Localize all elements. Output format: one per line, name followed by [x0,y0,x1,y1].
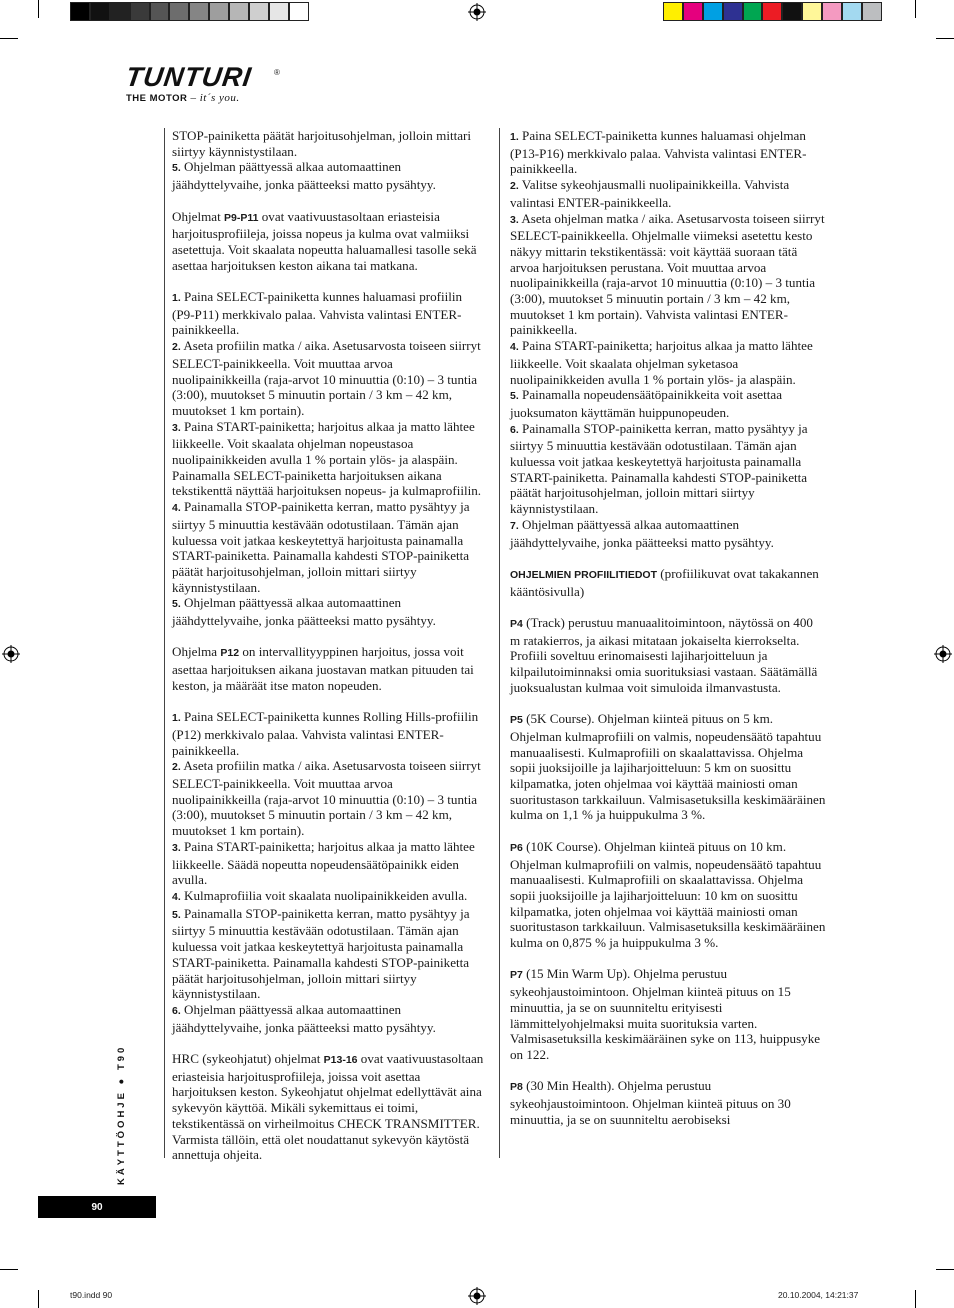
slug-filename: t90.indd 90 [70,1290,113,1300]
step-text: Paina SELECT-painiketta kunnes Rolling Hills-profiilin (P12) merkkivalo palaa. Vahvista valintasi ENTER-painikkeella. [172,709,479,758]
list-item [172,159,484,192]
program-code: P9-P11 [224,211,259,224]
text: on intervallityyppinen harjoitus, jossa voit asettaa harjoituksen aikana juostavan matkan pituuden tai keston, ja määräät itse maton nopeuden. [172,644,474,693]
program-code: P4 [510,618,523,631]
color-swatch [289,2,309,21]
color-swatch [683,2,703,21]
text-column-right [510,128,826,1128]
step-text: Ohjelman päättyessä alkaa automaattinen jäähdyttelyvaihe, jonka päätteeksi matto pysähtyy. [172,1001,436,1035]
color-swatch [90,2,110,21]
step-text: Ohjelman päättyessä alkaa automaattinen jäähdyttelyvaihe, jonka päätteeksi matto pysähtyy. [172,595,436,629]
program-code: P13-16 [323,1054,358,1066]
step-text: Painamalla STOP-painiketta kerran, matto pysähtyy ja siirtyy 5 minuuttia kestävään odotustilaan. Tämän ajan kuluessa voit jatkaa keskeytettyä harjoitusta painamalla START-painiketta. Painamalla kahdesti STOP-painiketta päätät harjoitusohjelman, jolloin mittari siirtyy käynnistystilaan. [172,499,470,595]
list-item [172,289,484,338]
page-number-box [38,1196,156,1218]
crop-mark [915,1290,916,1308]
tagline-bold: THE MOTOR [126,93,188,104]
grayscale-color-bar [70,2,309,21]
registration-mark-icon [468,1287,486,1305]
step-number: 6. [172,1004,181,1017]
step-number: 1. [172,292,181,304]
step-number: 2. [172,761,181,774]
program-code: P5 [510,714,523,727]
heading-note: (profiilikuvat ovat takakannen kääntösivulla) [510,565,819,599]
step-text: Painamalla nopeudensäätöpainikkeita voit asettaa juoksumaton käyttämän huippunopeuden. [510,387,783,420]
program-description [510,711,826,823]
step-text: Paina SELECT-painiketta kunnes haluamasi ohjelman (P13-P16) merkkivalo palaa. Vahvista valintasi ENTER-painikkeella. [510,128,807,177]
step-text: Aseta profiilin matka / aika. Asetusarvosta toiseen siirryt SELECT-painikkeella. Voit muuttaa arvoa nuolipainikkeilla (raja-arvot 10 minuuttia (0:10) – 3 tuntia (3:00), muutokset 5 minuutin portain / 3 km – 42 km, muutokset 1 km portain). [172,758,481,839]
crop-mark [915,0,916,18]
crop-mark [38,0,39,18]
color-swatch [822,2,842,21]
column-rule [164,128,165,1158]
text: (15 Min Warm Up). Ohjelma perustuu sykeohjaustoimintoon. Ohjelman kiinteä pituus on 15 minuuttia, ja se on suunniteltu erityisesti lämmittelyohjelmaksi muita suorituksia varten. Valmisasetuksilla keskimääräinen syke on 113, huippusyke on 122. [510,966,821,1062]
crop-mark [936,1269,954,1270]
list-item [172,758,484,839]
step-number: 3. [172,421,181,434]
logo-wordmark: TUNTURI [123,62,254,92]
step-number: 4. [172,502,181,515]
crop-mark [0,38,18,39]
process-color-bar [663,2,882,21]
text: (10K Course). Ohjelman kiinteä pituus on 10 km. Ohjelman kulmaprofiili on valmis, nopeudensäätö tapahtuu manuaalisesti. Kulmaprofiili on skaalattavissa. Ohjelma sopii juoksijoille ja lajiharjoitteluun: 10 km on suosittu kilpamatka, joten ohjelmaa voi käyttää mainiosti oman suoritustason tarkkailuun. Valmisasetuksilla keskimääräinen kulma on 0,875 % ja huippukulma 3 %. [510,838,826,951]
step-text: Painamalla STOP-painiketta kerran, matto pysähtyy ja siirtyy 5 minuuttia kestävään odotustilaan. Tämän ajan kuluessa voit jatkaa keskeytettyä harjoitusta painamalla START-painiketta. Painamalla kahdesti STOP-painiketta päätät harjoitusohjelman, jolloin mittari siirtyy käynnistystilaan. [172,905,470,1002]
color-swatch [703,2,723,21]
step-text: Painamalla STOP-painiketta kerran, matto pysähtyy ja siirtyy 5 minuuttia kestävään odotustilaan. Tämän ajan kuluessa voit jatkaa keskeytettyä harjoitusta painamalla START-painiketta. Painamalla kahdesti STOP-painiketta päätät harjoitusohjelman, jolloin mittari siirtyy käynnistystilaan. [510,420,808,517]
heading-title: OHJELMIEN PROFIILITIEDOT [510,568,658,581]
side-tab-label: KÄYTTÖOHJE ● T90 [116,1044,127,1185]
list-item [172,419,484,500]
step-number: 1. [172,712,181,725]
color-swatch [842,2,862,21]
step-number: 7. [510,519,519,532]
list-item [510,128,826,177]
paragraph [172,1051,484,1163]
page-number: 90 [91,1201,103,1213]
color-swatch [189,2,209,21]
logo-registered-mark: ® [274,68,280,77]
list-item [172,888,484,906]
step-number: 3. [172,841,181,854]
step-number: 5. [172,908,181,921]
tunturi-logo [123,62,280,104]
list-item [510,421,826,517]
step-number: 2. [510,180,519,193]
step-number: 3. [510,213,519,226]
program-description [510,839,826,951]
step-number: 5. [172,598,181,611]
program-code: P7 [510,969,523,982]
step-text: Ohjelman päättyessä alkaa automaattinen jäähdyttelyvaihe, jonka päätteeksi matto pysähtyy. [172,159,436,193]
registration-mark-icon [468,3,486,21]
color-swatch [762,2,782,21]
text: HRC (sykeohjatut) ohjelmat [172,1051,324,1066]
program-description [510,1078,826,1127]
text: ovat vaativuustasoltaan eriasteisia harjoitusprofiileja, joissa voit asettaa harjoituksen keston. Sykeohjatut ohjelmat edellyttävät aina sykevyön käyttöä. Mikäli sykemittaus ei toimi, tekstikentässä on virheilmoitus CHECK TRANSMITTER. Varmista tällöin, että olet noudattanut sykevyön käytöstä annettuja ohjeita. [172,1051,484,1163]
color-swatch [169,2,189,21]
list-item [510,387,826,420]
crop-mark [38,1290,39,1308]
logo-tagline [126,92,251,104]
color-swatch [269,2,289,21]
text: (30 Min Health). Ohjelma perustuu sykeohjaustoimintoon. Ohjelman kiinteä pituus on 30 minuuttia, ja se on suunniteltu aerobiseksi [510,1078,791,1127]
list-item [172,1002,484,1035]
step-number: 6. [510,423,519,436]
paragraph [172,209,484,274]
color-swatch [70,2,90,21]
color-swatch [663,2,683,21]
program-code: P8 [510,1081,523,1094]
step-number: 2. [172,341,181,354]
list-item [510,338,826,387]
text: Ohjelma [172,644,221,660]
step-number: 5. [172,162,181,175]
color-swatch [802,2,822,21]
step-number: 1. [510,131,519,143]
tagline-italic: – it´s you. [190,92,240,104]
list-item [510,211,826,339]
color-swatch [249,2,269,21]
registration-mark-icon [2,645,20,663]
step-text: Valitse sykeohjausmalli nuolipainikkeilla. Vahvista valintasi ENTER-painikkeella. [510,177,790,210]
crop-mark [0,1269,18,1270]
paragraph: STOP-painiketta päätät harjoitusohjelman, jolloin mittari siirtyy käynnistystilaan. [172,128,472,159]
step-number: 4. [172,890,181,903]
text: (5K Course). Ohjelman kiinteä pituus on 5 km. Ohjelman kulmaprofiili on valmis, nopeudensäätö tapahtuu manuaalisesti. Kulmaprofiili on skaalattavissa. Ohjelma sopii juoksijoille ja lajiharjoitteluun: 5 km on suosittu kilpamatka, joten ohjelmaa voi käyttää mainiosti oman suoritustason tarkkailuun. Valmisasetuksilla keskimääräinen kulma on 1,1 % ja huippukulma 3 %. [510,711,826,823]
step-text: Paina SELECT-painiketta kunnes haluamasi profiilin (P9-P11) merkkivalo palaa. Vahvista valintasi ENTER-painikkeella. [172,289,463,338]
list-item [172,906,484,1002]
list-item [172,338,484,419]
slug-timestamp: 20.10.2004, 14:21:37 [778,1290,859,1300]
registration-mark-icon [934,645,952,663]
list-item [510,517,826,550]
color-swatch [743,2,763,21]
text: (Track) perustuu manuaalitoimintoon, näytössä on 400 m ratakierros, ja aikasi mitataan jokaiselta kierrokselta. Profiili soveltuu erinomaisesti lajiharjoitteluun ja kilpailutoiminnaksi omia suorituksiasi vastaan. Säätämällä juoksualustan kulmaa voit simuloida ilmanvastusta. [510,615,818,695]
paragraph [172,644,484,693]
color-swatch [229,2,249,21]
step-text: Aseta profiilin matka / aika. Asetusarvosta toiseen siirryt SELECT-painikkeella. Voit muuttaa arvoa nuolipainikkeilla (raja-arvot 10 minuuttia (0:10) – 3 tuntia (3:00), muutokset 5 minuutin portain / 3 km – 42 km, muutokset 1 km portain). [172,338,481,418]
text: Ohjelmat [172,208,224,224]
program-code: P12 [220,647,240,660]
section-heading [510,566,826,599]
step-text: Kulmaprofiilia voit skaalata nuolipainikkeiden avulla. [180,887,468,903]
crop-mark [936,38,954,39]
list-item [510,177,826,210]
list-item [172,839,484,888]
program-description [510,966,826,1062]
step-text: Paina START-painiketta; harjoitus alkaa ja matto lähtee liikkeelle. Säädä nopeutta nopeudensäätöpainikk eiden avulla. [172,838,475,888]
program-code: P6 [510,841,523,854]
step-text: Aseta ohjelman matka / aika. Asetusarvosta toiseen siirryt SELECT-painikkeella. Ohjelmalle viimeksi asetettu kesto näkyy mittarin tekstikentässä: voit käyttää suoraan tätä arvoa harjoituksen perustana. Voit muuttaa arvoa nuolipainikkeilla (raja-arvot 10 minuuttia (0:10) – 3 tuntia (3:00), muutokset 5 minuutin portain / 3 km – 42 km, muutokset 1 km portain). Vahvista valintasi ENTER-painikkeella. [510,210,825,338]
text-column-left [172,128,484,1163]
step-number: 4. [510,341,519,354]
list-item [172,709,484,758]
column-rule [499,128,500,1158]
step-text: Paina START-painiketta; harjoitus alkaa ja matto lähtee liikkeelle. Voit skaalata ohjelman syketasoa nuolipainikkeiden avulla 1 % portain ylös- ja alaspäin. [510,338,813,387]
step-text: Ohjelman päättyessä alkaa automaattinen jäähdyttelyvaihe, jonka päätteeksi matto pysähtyy. [510,516,774,550]
list-item [172,499,484,595]
color-swatch [130,2,150,21]
list-item [172,595,484,628]
text: ovat vaativuustasoltaan eriasteisia harjoitusprofiileja, joissa nopeus ja kulma ovat valmiiksi asetettuja. Voit skaalata nopeutta haluamallesi tasolle sekä asettaa harjoituksen keston aikana tai matkana. [172,208,477,273]
step-text: Paina START-painiketta; harjoitus alkaa ja matto lähtee liikkeelle. Voit skaalata ohjelman nopeustasoa nuolipainikkeiden avulla 1 % portain ylös- ja alaspäin. Painamalla SELECT-painiketta harjoituksen aikana tekstikenttä näyttää harjoituksen nopeus- ja kulmaprofiilin. [172,418,482,499]
color-swatch [723,2,743,21]
side-section-tab [112,1025,132,1185]
color-swatch [110,2,130,21]
program-description [510,615,826,696]
color-swatch [782,2,802,21]
step-number: 5. [510,390,519,403]
color-swatch [862,2,882,21]
color-swatch [150,2,170,21]
color-swatch [209,2,229,21]
